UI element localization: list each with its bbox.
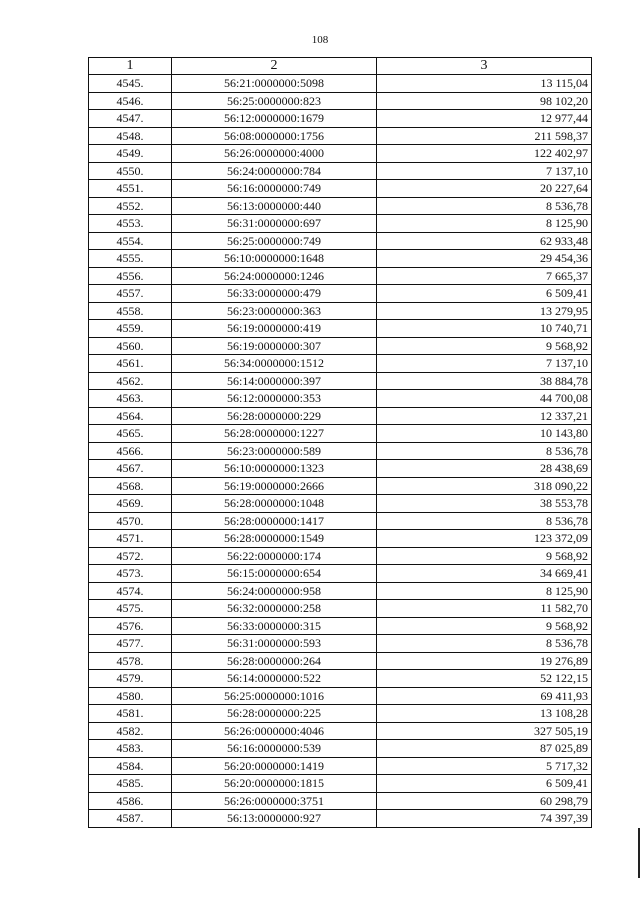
cadastral-number: 56:12:0000000:1679 [172,110,377,128]
cadastral-number: 56:28:0000000:1417 [172,512,377,530]
amount-value: 8 125,90 [377,582,592,600]
amount-value: 5 717,32 [377,757,592,775]
cadastral-number: 56:25:0000000:749 [172,232,377,250]
row-number: 4547. [89,110,172,128]
cadastral-number: 56:26:0000000:3751 [172,792,377,810]
amount-value: 13 108,28 [377,705,592,723]
cadastral-number: 56:14:0000000:397 [172,372,377,390]
amount-value: 38 884,78 [377,372,592,390]
cadastral-number: 56:23:0000000:589 [172,442,377,460]
row-number: 4576. [89,617,172,635]
row-number: 4551. [89,180,172,198]
table-row [89,600,592,618]
table-row [89,215,592,233]
amount-value: 123 372,09 [377,530,592,548]
table-row [89,687,592,705]
amount-value: 52 122,15 [377,670,592,688]
cadastral-number: 56:28:0000000:1048 [172,495,377,513]
table-row [89,232,592,250]
amount-value: 10 143,80 [377,425,592,443]
row-number: 4582. [89,722,172,740]
amount-value: 29 454,36 [377,250,592,268]
table-row [89,355,592,373]
cadastral-number: 56:25:0000000:1016 [172,687,377,705]
row-number: 4562. [89,372,172,390]
cadastral-number: 56:31:0000000:593 [172,635,377,653]
cadastral-number: 56:19:0000000:419 [172,320,377,338]
amount-value: 13 115,04 [377,75,592,93]
row-number: 4553. [89,215,172,233]
row-number: 4558. [89,302,172,320]
cadastral-number: 56:33:0000000:479 [172,285,377,303]
table-row [89,75,592,93]
cadastral-number: 56:31:0000000:697 [172,215,377,233]
header-col-2: 2 [172,58,377,75]
amount-value: 7 137,10 [377,162,592,180]
table-row [89,722,592,740]
cadastral-number: 56:24:0000000:1246 [172,267,377,285]
row-number: 4572. [89,547,172,565]
amount-value: 8 536,78 [377,442,592,460]
table-row [89,670,592,688]
amount-value: 12 337,21 [377,407,592,425]
row-number: 4557. [89,285,172,303]
row-number: 4554. [89,232,172,250]
cadastral-number: 56:13:0000000:927 [172,810,377,828]
table-row [89,477,592,495]
row-number: 4584. [89,757,172,775]
amount-value: 13 279,95 [377,302,592,320]
table-body [89,75,592,828]
cadastral-number: 56:34:0000000:1512 [172,355,377,373]
row-number: 4564. [89,407,172,425]
table-row [89,267,592,285]
amount-value: 38 553,78 [377,495,592,513]
cadastral-number: 56:23:0000000:363 [172,302,377,320]
cadastral-number: 56:26:0000000:4000 [172,145,377,163]
table-row [89,495,592,513]
table-row [89,512,592,530]
cadastral-number: 56:19:0000000:307 [172,337,377,355]
amount-value: 6 509,41 [377,285,592,303]
amount-value: 60 298,79 [377,792,592,810]
row-number: 4550. [89,162,172,180]
amount-value: 9 568,92 [377,547,592,565]
cadastral-number: 56:33:0000000:315 [172,617,377,635]
cadastral-number: 56:16:0000000:539 [172,740,377,758]
table-row [89,617,592,635]
amount-value: 9 568,92 [377,617,592,635]
cadastral-number: 56:16:0000000:749 [172,180,377,198]
row-number: 4546. [89,92,172,110]
amount-value: 11 582,70 [377,600,592,618]
cadastral-number: 56:26:0000000:4046 [172,722,377,740]
row-number: 4569. [89,495,172,513]
table-row [89,757,592,775]
cadastral-number: 56:08:0000000:1756 [172,127,377,145]
row-number: 4559. [89,320,172,338]
row-number: 4552. [89,197,172,215]
table-row [89,652,592,670]
amount-value: 7 137,10 [377,355,592,373]
table-row [89,180,592,198]
table-row [89,92,592,110]
amount-value: 8 536,78 [377,635,592,653]
cadastral-number: 56:28:0000000:225 [172,705,377,723]
row-number: 4571. [89,530,172,548]
amount-value: 318 090,22 [377,477,592,495]
cadastral-number: 56:28:0000000:1227 [172,425,377,443]
cadastral-number: 56:24:0000000:958 [172,582,377,600]
row-number: 4556. [89,267,172,285]
row-number: 4585. [89,775,172,793]
amount-value: 6 509,41 [377,775,592,793]
cadastral-number: 56:12:0000000:353 [172,390,377,408]
row-number: 4568. [89,477,172,495]
amount-value: 87 025,89 [377,740,592,758]
table-row [89,302,592,320]
cadastral-number: 56:28:0000000:229 [172,407,377,425]
registry-table [88,57,592,828]
cadastral-number: 56:24:0000000:784 [172,162,377,180]
cadastral-number: 56:10:0000000:1648 [172,250,377,268]
table-row [89,197,592,215]
row-number: 4548. [89,127,172,145]
table-header [89,58,592,75]
table-row [89,425,592,443]
row-number: 4579. [89,670,172,688]
cadastral-number: 56:22:0000000:174 [172,547,377,565]
amount-value: 69 411,93 [377,687,592,705]
row-number: 4573. [89,565,172,583]
row-number: 4587. [89,810,172,828]
table-row [89,582,592,600]
row-number: 4560. [89,337,172,355]
row-number: 4583. [89,740,172,758]
row-number: 4563. [89,390,172,408]
table-row [89,565,592,583]
row-number: 4586. [89,792,172,810]
row-number: 4577. [89,635,172,653]
table-row [89,810,592,828]
header-row [89,58,592,75]
cadastral-number: 56:10:0000000:1323 [172,460,377,478]
amount-value: 98 102,20 [377,92,592,110]
table-row [89,127,592,145]
header-col-3: 3 [377,58,592,75]
cadastral-number: 56:14:0000000:522 [172,670,377,688]
table-row [89,250,592,268]
row-number: 4545. [89,75,172,93]
amount-value: 122 402,97 [377,145,592,163]
table-row [89,285,592,303]
row-number: 4549. [89,145,172,163]
amount-value: 8 536,78 [377,512,592,530]
row-number: 4565. [89,425,172,443]
cadastral-number: 56:20:0000000:1815 [172,775,377,793]
table-row [89,740,592,758]
amount-value: 20 227,64 [377,180,592,198]
table-row [89,372,592,390]
amount-value: 28 438,69 [377,460,592,478]
table-row [89,442,592,460]
row-number: 4578. [89,652,172,670]
amount-value: 62 933,48 [377,232,592,250]
table-row [89,407,592,425]
row-number: 4566. [89,442,172,460]
table-row [89,530,592,548]
amount-value: 12 977,44 [377,110,592,128]
table-row [89,337,592,355]
cadastral-number: 56:21:0000000:5098 [172,75,377,93]
table-row [89,320,592,338]
amount-value: 327 505,19 [377,722,592,740]
amount-value: 9 568,92 [377,337,592,355]
row-number: 4574. [89,582,172,600]
cadastral-number: 56:15:0000000:654 [172,565,377,583]
page-number: 108 [311,34,329,46]
row-number: 4581. [89,705,172,723]
amount-value: 34 669,41 [377,565,592,583]
table-row [89,145,592,163]
table-row [89,110,592,128]
cadastral-number: 56:25:0000000:823 [172,92,377,110]
row-number: 4580. [89,687,172,705]
table-row [89,775,592,793]
cadastral-number: 56:28:0000000:1549 [172,530,377,548]
amount-value: 211 598,37 [377,127,592,145]
cadastral-number: 56:13:0000000:440 [172,197,377,215]
header-col-1: 1 [89,58,172,75]
table-row [89,460,592,478]
amount-value: 19 276,89 [377,652,592,670]
row-number: 4561. [89,355,172,373]
table-row [89,792,592,810]
cadastral-number: 56:19:0000000:2666 [172,477,377,495]
cadastral-number: 56:28:0000000:264 [172,652,377,670]
table-row [89,162,592,180]
row-number: 4570. [89,512,172,530]
amount-value: 10 740,71 [377,320,592,338]
table-row [89,705,592,723]
amount-value: 44 700,08 [377,390,592,408]
table-row [89,390,592,408]
table-row [89,547,592,565]
row-number: 4575. [89,600,172,618]
amount-value: 7 665,37 [377,267,592,285]
table-row [89,635,592,653]
amount-value: 74 397,39 [377,810,592,828]
row-number: 4555. [89,250,172,268]
amount-value: 8 536,78 [377,197,592,215]
cadastral-number: 56:20:0000000:1419 [172,757,377,775]
row-number: 4567. [89,460,172,478]
amount-value: 8 125,90 [377,215,592,233]
cadastral-number: 56:32:0000000:258 [172,600,377,618]
